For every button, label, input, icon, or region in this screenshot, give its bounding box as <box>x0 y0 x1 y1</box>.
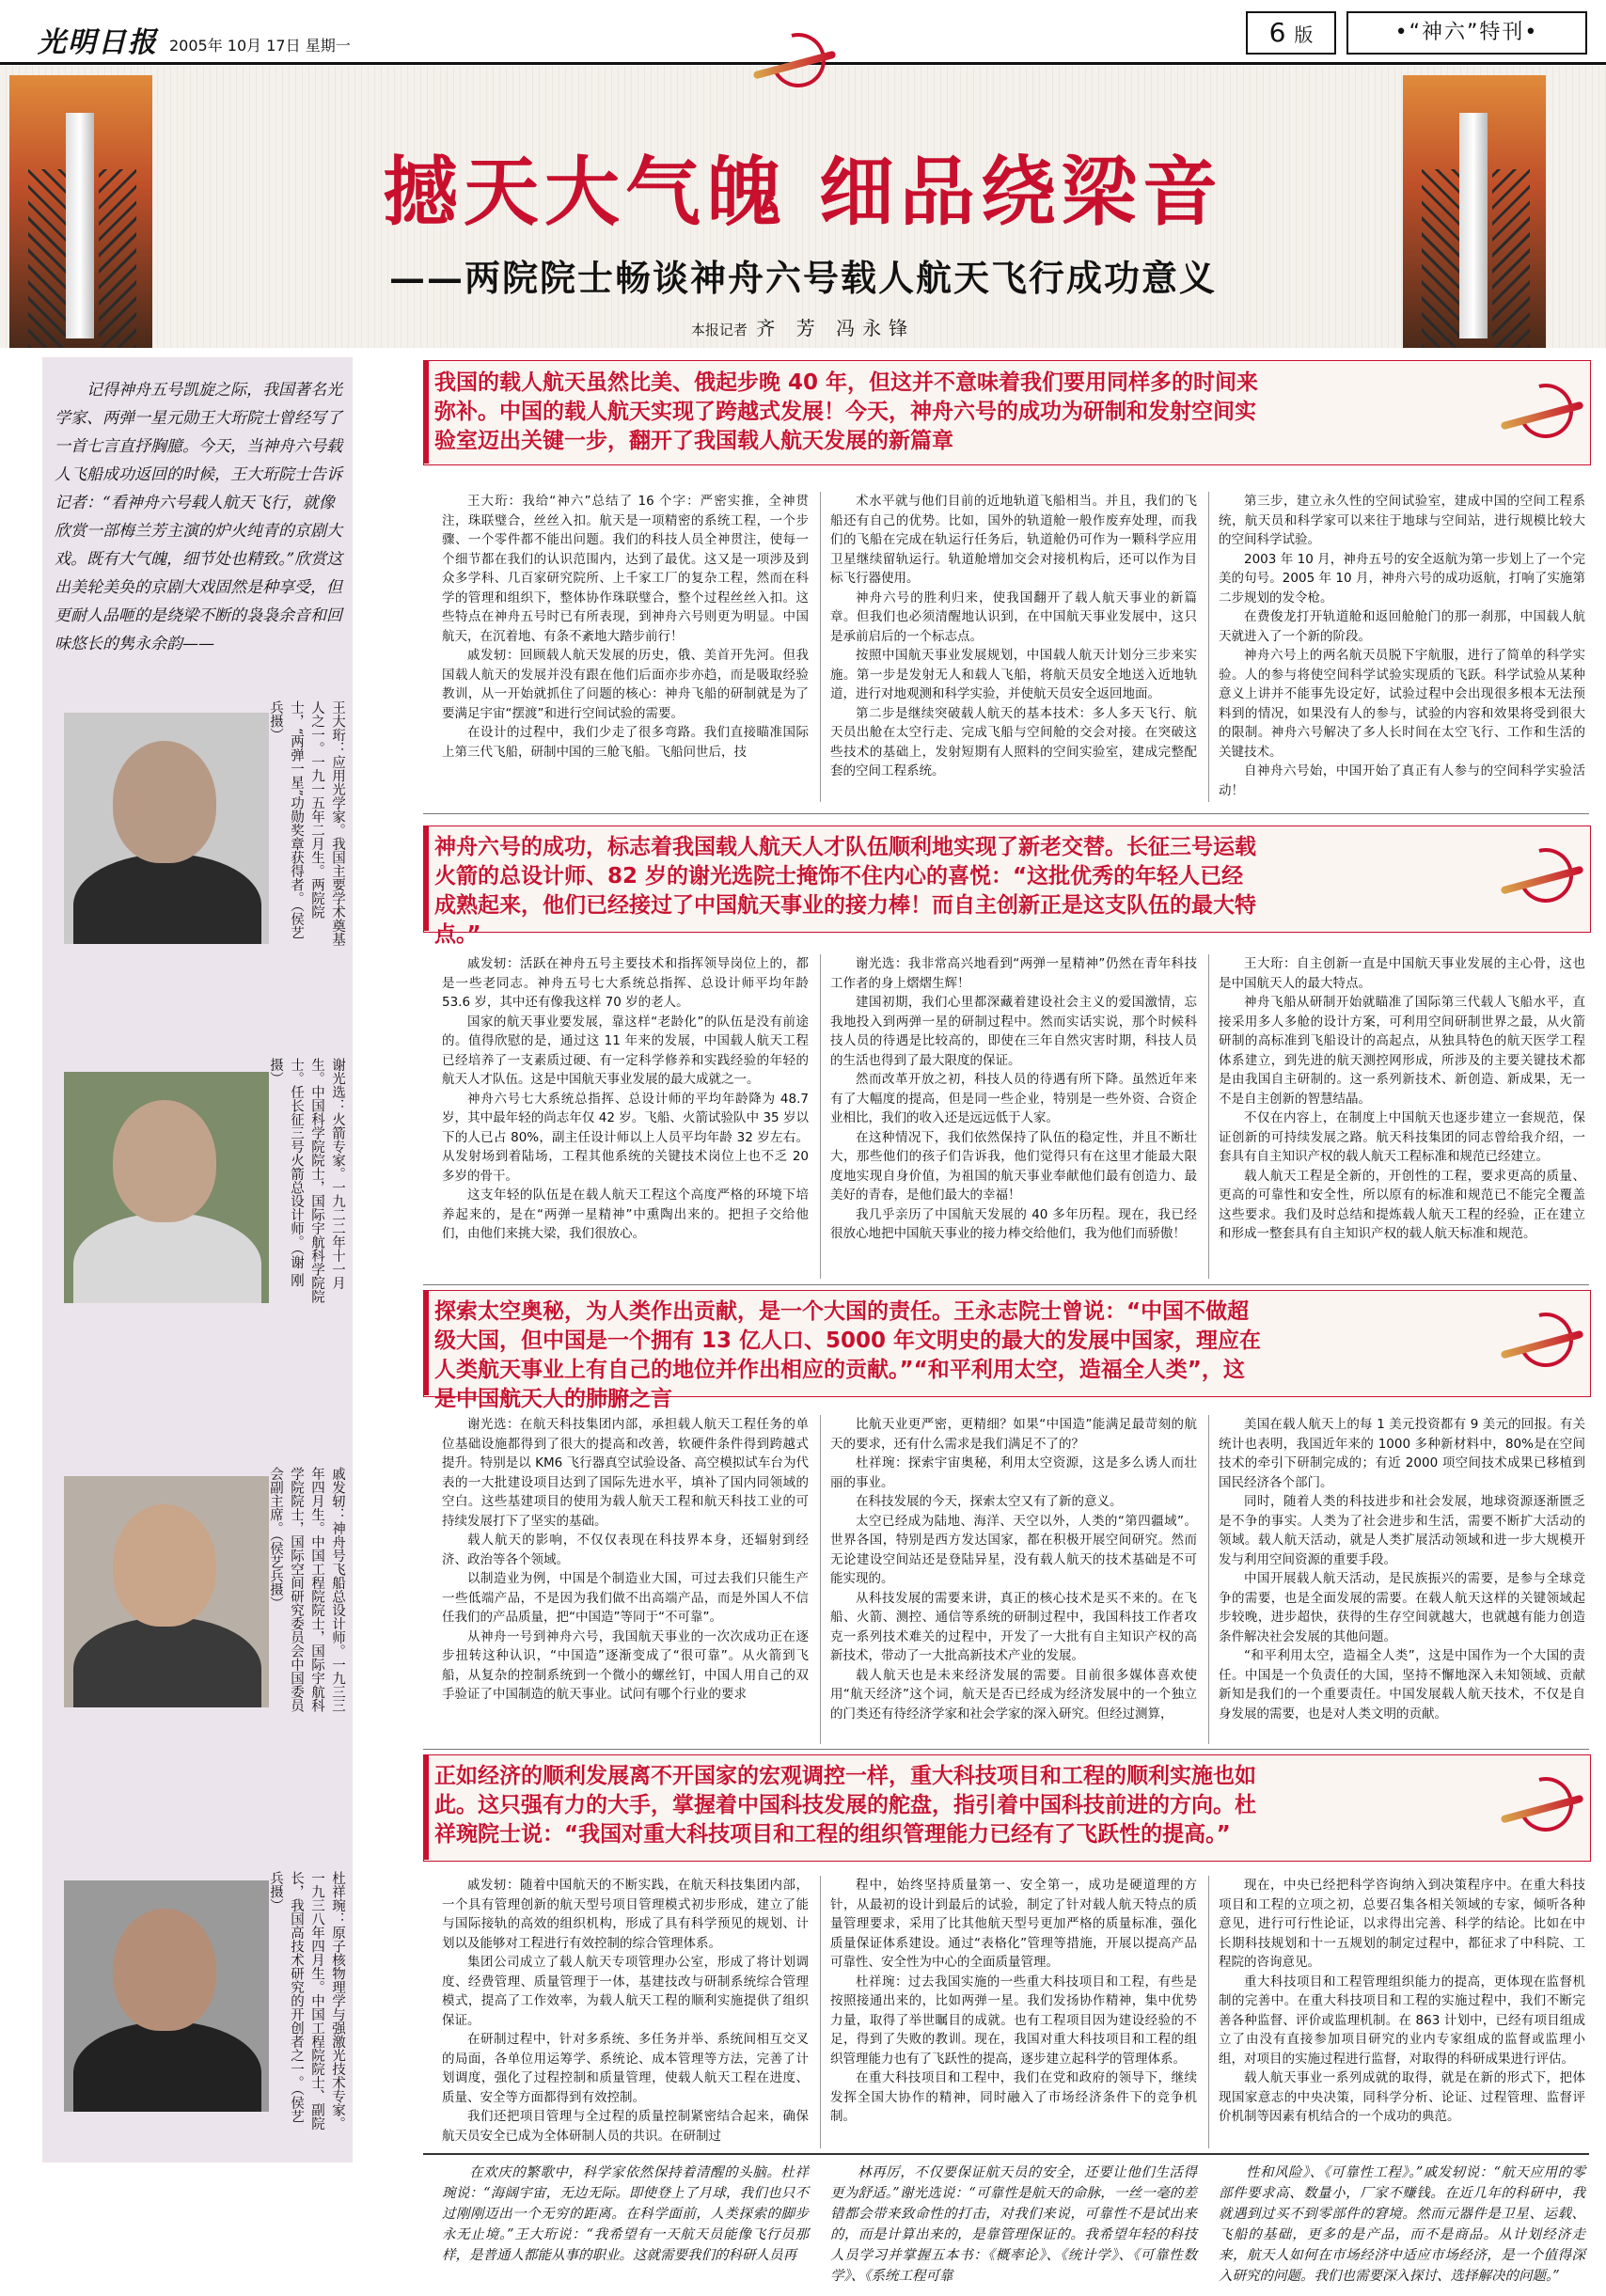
paragraph: 戚发轫：活跃在神舟五号主要技术和指挥领导岗位上的，都是一些老同志。神舟五号七大系统总指挥、总设计师平均年龄 53.6 岁，其中还有像我这样 70 岁的老人。 <box>442 956 809 1010</box>
paragraph: 第三步，建立永久性的空间试验室，建成中国的空间工程系统，航天员和科学家可以来往于地球与空间站，进行规模比较大的空间科学试验。 <box>1219 494 1585 547</box>
column-rule <box>1208 1876 1209 2148</box>
paragraph: “和平利用太空，造福全人类”，这是中国作为一个大国的责任。中国是一个负责任的大国，坚持不懈地深入未知领域、贡献新知是我们的一个重要责任。中国发展载人航天技术，不仅是自身发展的需要，也是对人类文明的贡献。 <box>1219 1648 1585 1722</box>
closing-column <box>830 2162 1197 2287</box>
column-rule <box>820 492 821 802</box>
column-rule <box>1208 492 1209 802</box>
lead-bar <box>423 826 429 931</box>
section-lead: 我国的载人航天虽然比美、俄起步晚 40 年，但这并不意味着我们要用同样多的时间来弥补。中国的载人航天实现了跨越式发展！今天，神舟六号的成功为研制和发射空间实验室迈出关键一步，翻开了我国载人航天发展的新篇章 <box>434 370 1259 453</box>
paragraph: 我几乎亲历了中国航天发展的 40 多年历程。现在，我已经很放心地把中国航天事业的接力棒交给他们，我为他们而骄傲！ <box>830 1206 1197 1241</box>
paragraph: 戚发轫：随着中国航天的不断实践，在航天科技集团内部，一个具有管理创新的航天型号项目管理模式初步形成，建立了能与国际接轨的高效的组织机构，形成了具有科学预见的规划、计划以及能够对工程进行有效控制的综合管理体系。 <box>442 1878 809 1951</box>
article-column <box>442 1415 809 1705</box>
byline-prefix: 本报记者 <box>690 322 748 338</box>
portrait-photo <box>64 1072 269 1303</box>
paragraph: 以制造业为例，中国是个制造业大国，可过去我们只能生产一些低端产品，不是因为我们做不出高端产品，而是外国人不信任我们的产品质量，把“中国造”等同于“不可靠”。 <box>442 1571 809 1625</box>
paragraph: 杜祥琬：探索宇宙奥秘，利用太空资源，这是多么诱人而壮丽的事业。 <box>830 1455 1197 1490</box>
paragraph: 我们还把项目管理与全过程的质量控制紧密结合起来，确保航天员安全已成为全体研制人员的共识。在研制过 <box>442 2109 809 2144</box>
profile-bio: 谢光选：火箭专家。一九二二年十一月生。中国科学院院士，国际宇航科学院院士。任长征三号火箭总设计师。（谢 刚摄） <box>268 1058 345 1303</box>
column-rule <box>820 1876 821 2148</box>
paragraph: 谢光选：我非常高兴地看到“两弹一星精神”仍然在青年科技工作者的身上熠熠生辉！ <box>830 956 1197 991</box>
page-unit: 版 <box>1294 24 1314 46</box>
paragraph: 比航天业更严密，更精细？如果“中国造”能满足最苛刻的航天的要求，还有什么需求是我们满足不了的？ <box>830 1417 1197 1452</box>
byline <box>0 313 1606 340</box>
paragraph: 建国初期，我们心里都深藏着建设社会主义的爱国激情，忘我地投入到两弹一星的研制过程中。然而实话实说，那个时候科技人员的待遇是比较高的，即使在三年自然灾害时期，科技人员的生活也得到了最大限度的保证。 <box>830 995 1197 1068</box>
dateline: 2005年 10月 17日 星期一 <box>169 37 351 55</box>
profile-bio: 王大珩：应用光学家。我国主要学术奠基人之一。一九一五年二月生。两院院士，“两弹一星”功勋奖章获得者。（侯艺兵摄） <box>268 700 345 946</box>
headline-title: 撼天大气魄 细品绕梁音 <box>383 149 1223 236</box>
paragraph: 载人航天工程是全新的，开创性的工程，要求更高的质量、更高的可靠性和安全性，所以原有的标准和规范已不能完全覆盖这些要求。我们及时总结和提炼载人航天工程的经验，正在建立和形成一整套具有自主知识产权的载人航天标准和规范。 <box>1219 1168 1585 1241</box>
section-divider <box>423 1284 1589 1285</box>
article-column <box>1219 492 1585 800</box>
paragraph: 王大珩：自主创新一直是中国航天事业发展的主心骨，这也是中国航天人的最大特点。 <box>1219 956 1585 991</box>
lead-bar <box>423 360 429 464</box>
article-column <box>830 1876 1197 2127</box>
paragraph: 自神舟六号始，中国开始了真正有人参与的空间科学实验活动！ <box>1219 763 1585 798</box>
paragraph: 性和风险》、《可靠性工程》。”戚发轫说：“航天应用的零部件要求高、数量小，厂家不赚钱。在近几年的科研中，我就遇到过买不到零部件的窘境。然而元器件是卫星、运载、飞船的基础，更多的是产品，而不是商品。从计划经济走来，航天人如何在市场经济中适应市场经济，是一个值得深入研究的问题。我们也需要深入探讨、选择解决的问题。” <box>1219 2165 1585 2284</box>
section-lead: 探索太空奥秘，为人类作出贡献，是一个大国的责任。王永志院士曾说：“中国不做超级大国，但中国是一个拥有 13 亿人口、5000 年文明史的最大的发展中国家，理应在人类航天事业上有自己的地位并作出相应的贡献。”“和平利用太空，造福全人类”，这是中国航天人的肺腑之言 <box>434 1299 1262 1411</box>
paragraph: 在这种情况下，我们依然保持了队伍的稳定性，并且不断壮大，那些他们的孩子们告诉我，他们觉得只有在这里才能最大限度地实现自身价值，为祖国的航天事业奉献他们最有创造力、最美好的青春，是他们最大的幸福！ <box>830 1129 1197 1203</box>
paragraph: 神舟六号的胜利归来，使我国翻开了载人航天事业的新篇章。但我们也必须清醒地认识到，在中国航天事业发展中，这只是承前启后的一个标志点。 <box>830 590 1197 644</box>
page-number-box <box>1246 11 1336 55</box>
flying-apsara-icon <box>752 24 865 127</box>
portrait-photo <box>64 1880 269 2112</box>
paragraph: 第二步是继续突破载人航天的基本技术：多人多天飞行、航天员出舱在太空行走、完成飞船与空间舱的交会对接。在突破这些技术的基础上，发射短期有人照料的空间实验室，建成完整配套的空间工程系统。 <box>830 705 1197 778</box>
paragraph: 在研制过程中，针对多系统、多任务并举、系统间相互交叉的局面，各单位用运筹学、系统论、成本管理等方法，完善了计划调度，强化了过程控制和质量管理，使载人航天工程在进度、质量、安全等方面都得到有效控制。 <box>442 2032 809 2105</box>
paragraph: 戚发轫：回顾载人航天发展的历史，俄、美首开先河。但我国载人航天的发展并没有跟在他们后面亦步亦趋，而是吸取经验教训，从一开始就抓住了问题的核心：神舟飞船的研制就是为了要满足宇宙“摆渡”和进行空间试验的需要。 <box>442 648 809 721</box>
paragraph: 重大科技项目和工程管理组织能力的提高，更体现在监督机制的完善中。在重大科技项目和工程的实施过程中，我们不断完善各种监督、评价或监理机制。在 863 计划中，已经有项目组成立了由没有直接参加项目研究的业内专家组成的监督或监理小组，对项目的实施过程进行监督，对取得的科研成果进行评估。 <box>1219 1974 1585 2067</box>
paragraph: 国家的航天事业要发展，靠这样“老龄化”的队伍是没有前途的。值得欣慰的是，通过这 11 年来的发展，中国载人航天工程已经培养了一支素质过硬、有一定科学修养和实践经验的年轻的航天人才队伍。这是中国航天事业发展的最大成就之一。 <box>442 1014 809 1087</box>
paragraph: 载人航天事业一系列成就的取得，就是在新的形式下，把体现国家意志的中央决策，同科学分析、论证、过程管理、监督评价机制等因素有机结合的一个成功的典范。 <box>1219 2070 1585 2124</box>
paragraph: 杜祥琬：过去我国实施的一些重大科技项目和工程，有些是按照接通出来的，比如两弹一星。我们发扬协作精神，集中优势力量，取得了举世瞩目的成就。也有工程项目因为建设经验的不足，得到了失败的教训。现在，我国对重大科技项目和工程的组织管理能力也有了飞跃性的提高，逐步建立起科学的管理体系。 <box>830 1974 1197 2067</box>
closing-column <box>442 2162 809 2266</box>
paragraph: 载人航天也是未来经济发展的需要。目前很多媒体喜欢使用“航天经济”这个词，航天是否已经成为经济发展中的一个独立的门类还有待经济学家和社会学家的深入研究。但经过测算， <box>830 1667 1197 1722</box>
article-column <box>1219 1876 1585 2127</box>
flying-apsara-icon <box>1500 1303 1584 1369</box>
page-number: 6 <box>1268 17 1286 48</box>
paragraph: 在费俊龙打开轨道舱和返回舱舱门的那一刹那，中国载人航天就进入了一个新的阶段。 <box>1219 609 1585 644</box>
paragraph: 神舟六号上的两名航天员脱下宇航服，进行了简单的科学实验。人的参与将使空间科学试验实现质的飞跃。科学试验从某种意义上讲并不能事先设定好，试验过程中会出现很多根本无法预料到的情况，如果没有人的参与，试验的内容和效果将受到很大的限制。神舟六号解决了多人长时间在太空飞行、工作和生活的关键技术。 <box>1219 648 1585 760</box>
paragraph: 术水平就与他们目前的近地轨道飞船相当。并且，我们的飞船还有自己的优势。比如，国外的轨道舱一般作废弃处理，而我们的飞船在完成在轨运行任务后，轨道舱仍可作为一颗科学应用卫星继续留轨运行。轨道舱增加交会对接机构后，还可以作为目标飞行器使用。 <box>830 494 1197 586</box>
section-divider <box>423 2153 1589 2155</box>
column-rule <box>1208 1415 1209 1744</box>
flying-apsara-icon <box>1500 1768 1584 1833</box>
lead-bar <box>423 1290 429 1395</box>
profile-bio: 戚发轫：神舟号飞船总设计师。一九三三年四月生。中国工程院院士，国际宇航科学院院士，国际空间研究委员会中国委员会副主席。（侯艺兵摄） <box>268 1467 345 1712</box>
section-divider <box>423 1749 1589 1750</box>
paragraph: 从神舟一号到神舟六号，我国航天事业的一次次成功正在逐步扭转这种认识，“中国造”逐渐变成了“很可靠”。从火箭到飞船，从复杂的控制系统到一个微小的螺丝钉，中国人用自己的双手验证了中国制造的航天事业。试问有哪个行业的要求 <box>442 1628 809 1702</box>
paragraph: 在欢庆的繁歌中，科学家依然保持着清醒的头脑。杜祥琬说：“海阔宇宙，无边无际。即使登上了月球，我们也只不过刚刚迈出一个无穷的距离。在科学面前，人类探索的脚步永无止境。”王大珩说：“我希望有一天航天员能像飞行员那样，是普通人都能从事的职业。这就需要我们的科研人员再 <box>442 2165 809 2263</box>
article-column <box>442 1876 809 2146</box>
portrait-photo <box>64 1476 269 1707</box>
special-issue-label: •“神六”特刊• <box>1346 11 1587 55</box>
article-column <box>442 954 809 1244</box>
sidebar-intro: 记得神舟五号凯旋之际，我国著名光学家、两弹一星元勋王大珩院士曾经写了一首七言直抒胸臆。今天，当神舟六号载人飞船成功返回的时候，王大珩院士告诉记者：“看神舟六号载人航天飞行，就像欣赏一部梅兰芳主演的炉火纯青的京剧大戏。既有大气魄，细节处也精致。”欣赏这出美轮美奂的京剧大戏固然是种享受，但更耐人品咂的是绕梁不断的袅袅余音和回味悠长的隽永余韵—— <box>55 381 343 653</box>
section-lead: 神舟六号的成功，标志着我国载人航天人才队伍顺利地实现了新老交替。长征三号运载火箭的总设计师、82 岁的谢光选院士掩饰不住内心的喜悦：“这批优秀的年轻人已经成熟起来，他们已经接过了中国航天事业的接力棒！而自主创新正是这支队伍的最大特点。” <box>434 835 1256 947</box>
paragraph: 太空已经成为陆地、海洋、天空以外，人类的“第四疆域”。世界各国，特别是西方发达国家，都在积极开展空间研究。然而无论建设空间站还是登陆异星，没有载人航天的技术基础是不可能实现的。 <box>830 1513 1197 1586</box>
paragraph: 这支年轻的队伍是在载人航天工程这个高度严格的环境下培养起来的，是在“两弹一星精神”中熏陶出来的。把担子交给他们，由他们来挑大梁，我们很放心。 <box>442 1187 809 1241</box>
paragraph: 同时，随着人类的科技进步和社会发展，地球资源逐渐匮乏是不争的事实。人类为了社会进步和生活，需要不断扩大活动的领域。载人航天活动，就是人类扩展活动领域和进一步大规模开发与利用空间资源的重要手段。 <box>1219 1494 1585 1567</box>
profile-bio: 杜祥琬：原子核物理学与强激光技术专家。一九三八年四月生。中国工程院院士、副院长，我国高技术研究的开创者之一。（侯艺兵摄） <box>268 1871 345 2131</box>
column-rule <box>1208 954 1209 1279</box>
paragraph: 按照中国航天事业发展规划，中国载人航天计划分三步来实施。第一步是发射无人和载人飞船，将航天员安全地送入近地轨道，进行对地观测和科学实验，并使航天员安全返回地面。 <box>830 648 1197 701</box>
paragraph: 王大珩：我给“神六”总结了 16 个字：严密实推，全神贯注，珠联璧合，丝丝入扣。航天是一项精密的系统工程，一个步骤、一个零件都不能出问题。我们的科技人员全神贯注，使每一个细节都在我们的认识范围内，达到了最优。这又是一项涉及到众多学科、几百家研究院所、上千家工厂的复杂工程，然而在科学的管理和组织下，整体协作珠联璧合，整个过程丝丝入扣。这些特点在神舟五号时已有所表现，到神舟六号则更为明显。中国航天，在沉着地、有条不紊地大踏步前行！ <box>442 494 809 644</box>
section-lead: 正如经济的顺利发展离不开国家的宏观调控一样，重大科技项目和工程的顺利实施也如此。这只强有力的大手，掌握着中国科技发展的舵盘，指引着中国科技前进的方向。杜祥琬院士说：“我国对重大科技项目和工程的组织管理能力已经有了飞跃性的提高。” <box>434 1764 1256 1847</box>
paragraph: 神舟六号七大系统总指挥、总设计师的平均年龄降为 48.7 岁，其中最年轻的尚志年仅 42 岁。飞船、火箭试验队中 35 岁以下的人已占 80%，副主任设计师以上人员平均年龄 32 岁左右。从发射场到着陆场，工程其他系统的关键技术岗位上也不乏 20 多岁的骨干。 <box>442 1091 809 1184</box>
byline-names: 齐 芳 冯永锋 <box>756 317 916 339</box>
paragraph: 神舟飞船从研制开始就瞄准了国际第三代载人飞船水平，直接采用多人多舱的设计方案，可利用空间研制世界之最，从火箭研制的高标准到飞船设计的高起点，从独具特色的航天医学工程体系建立，到先进的航天测控网形成，所涉及的主要关键技术都是由我国自主研制的。这一系列新技术、新创造、新成果，无一不是自主创新的智慧结晶。 <box>1219 995 1585 1107</box>
article-column <box>830 492 1197 781</box>
headline-subtitle: ——两院院士畅谈神舟六号载人航天飞行成功意义 <box>388 257 1217 299</box>
paragraph: 不仅在内容上，在制度上中国航天也逐步建立一套规范，保证创新的可持续发展之路。航天科技集团的同志曾给我介绍，一套具有自主知识产权的载人航天工程标准和规范已经建立。 <box>1219 1110 1585 1164</box>
paragraph: 在科技发展的今天，探索太空又有了新的意义。 <box>856 1494 1123 1509</box>
paragraph: 然而改革开放之初，科技人员的待遇有所下降。虽然近年来有了大幅度的提高，但是同一些企业，特别是一些外资、合资企业相比，我们的收入还是远远低于人家。 <box>830 1072 1197 1125</box>
flying-apsara-icon <box>1500 839 1584 904</box>
article-column <box>830 954 1197 1244</box>
paragraph: 美国在载人航天上的每 1 美元投资都有 9 美元的回报。有关统计也表明，我国近年来的 1000 多种新材料中，80%是在空间技术的牵引下研制完成的；有近 2000 项空间技术成果已移植到国民经济各个部门。 <box>1219 1417 1585 1490</box>
article-column <box>830 1415 1197 1723</box>
article-column <box>442 492 809 762</box>
newspaper-logo: 光明日报 <box>38 26 158 59</box>
column-rule <box>820 1415 821 1744</box>
lead-bar <box>423 1754 429 1860</box>
section-divider <box>423 813 1589 814</box>
article-column <box>1219 954 1585 1244</box>
paragraph: 2003 年 10 月，神舟五号的安全返航为第一步划上了一个完美的句号。2005 年 10 月，神舟六号的成功返航，打响了实施第二步规划的发令枪。 <box>1219 551 1585 605</box>
paragraph: 集团公司成立了载人航天专项管理办公室，形成了将计划调度、经费管理、质量管理于一体，基建技改与研制系统综合管理模式，提高了工作效率，为载人航天工程的顺利实施提供了组织保证。 <box>442 1955 809 2028</box>
portrait-photo <box>64 713 269 944</box>
paragraph: 在重大科技项目和工程中，我们在党和政府的领导下，继续发挥全国大协作的精神，同时融入了市场经济条件下的竞争机制。 <box>830 2070 1197 2124</box>
paragraph: 载人航天的影响，不仅仅表现在科技界本身，还辐射到经济、政治等各个领域。 <box>442 1533 809 1567</box>
paragraph: 现在，中央已经把科学咨询纳入到决策程序中。在重大科技项目和工程的立项之初，总要召集各相关领域的专家，倾听各种意见，进行可行性论证，以求得出完善、科学的结论。比如在中长期科技规划和十一五规划的制定过程中，都征求了中科院、工程院的咨询意见。 <box>1219 1878 1585 1970</box>
column-rule <box>820 954 821 1279</box>
paragraph: 在设计的过程中，我们少走了很多弯路。我们直接瞄准国际上第三代飞船，研制中国的三舱飞船。飞船问世后，技 <box>442 725 809 760</box>
paragraph: 谢光选：在航天科技集团内部，承担载人航天工程任务的单位基础设施都得到了很大的提高和改善，软硬件条件得到跨越式提升。特别是以 KM6 飞行器真空试验设备、高空模拟试车台为代表的一大批建设项目达到了国际先进水平，填补了国内同领域的空白。这些基建项目的使用为载人航天工程和航天科技工业的可持续发展打下了坚实的基础。 <box>442 1417 809 1529</box>
paragraph: 从科技发展的需要来讲，真正的核心技术是买不来的。在飞船、火箭、测控、通信等系统的研制过程中，我国科技工作者攻克一系列技术难关的过程中，开发了一大批有自主知识产权的高新技术，带动了一大批高新技术产业的发展。 <box>830 1590 1197 1663</box>
paragraph: 林再厉，不仅要保证航天员的安全，还要让他们生活得更为舒适。”谢光选说：“可靠性是航天的命脉，一丝一毫的差错都会带来致命性的打击，对我们来说，可靠性不是试出来的，而是计算出来的，是靠管理保证的。我希望年轻的科技人员学习并掌握五本书：《概率论》、《统计学》、《可靠性数学》、《系统工程可靠 <box>830 2165 1197 2284</box>
paragraph: 程中，始终坚持质量第一、安全第一，成功是硬道理的方针，从最初的设计到最后的试验，制定了针对载人航天特点的质量管理要求，采用了比其他航天型号更加严格的质量标准，强化质量保证体系建设。通过“表格化”管理等措施，开展以提高产品可靠性、安全性为中心的全面质量管理。 <box>830 1878 1197 1970</box>
article-column <box>1219 1415 1585 1723</box>
flying-apsara-icon <box>1500 374 1584 440</box>
closing-column <box>1219 2162 1585 2287</box>
paragraph: 中国开展载人航天活动，是民族振兴的需要，是参与全球竞争的需要，也是全面发展的需要。在载人航天这样的关键领域起步较晚，进步超快，获得的生存空间就越大，也就越有能力创造条件解决社会发展的其他问题。 <box>1219 1571 1585 1644</box>
